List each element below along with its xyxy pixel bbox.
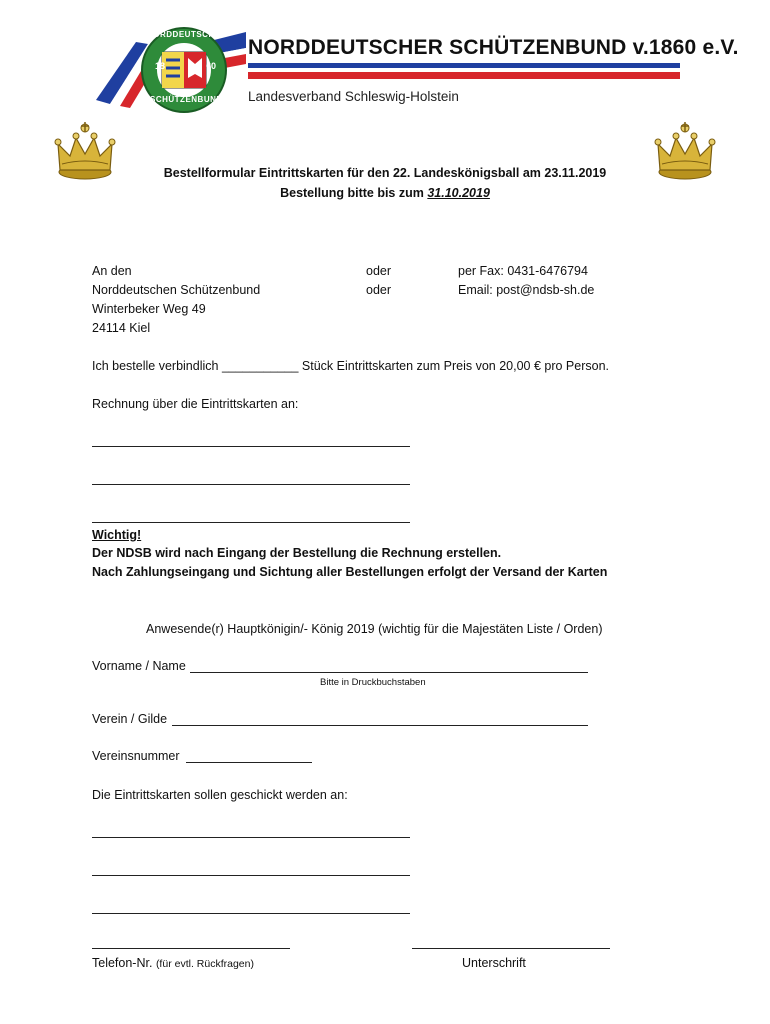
important-line-2: Nach Zahlungseingang und Sichtung aller Bestellungen erfolgt der Versand der Karten xyxy=(92,565,608,579)
club-input-line[interactable] xyxy=(172,725,588,726)
invoice-label: Rechnung über die Eintrittskarten an: xyxy=(92,397,299,411)
shipping-address-line[interactable] xyxy=(92,913,410,914)
order-line xyxy=(92,359,609,374)
shipping-address-line[interactable] xyxy=(92,875,410,876)
phone-hint: (für evtl. Rückfragen) xyxy=(155,958,254,970)
invoice-address-line[interactable] xyxy=(92,446,410,447)
order-text-before: Ich bestelle verbindlich xyxy=(92,359,219,373)
phone-input-line[interactable] xyxy=(92,948,290,949)
important-heading: Wichtig! xyxy=(92,528,142,542)
invoice-address-line[interactable] xyxy=(92,484,410,485)
shipping-address-line[interactable] xyxy=(92,837,410,838)
title-line-1: Bestellformular Eintrittskarten für den 22. Landeskönigsball am 23.11.2019 xyxy=(163,166,607,180)
signature-label: Unterschrift xyxy=(462,956,526,970)
or-label: oder xyxy=(366,264,392,278)
important-line-1: Der NDSB wird nach Eingang der Bestellung die Rechnung erstellen. xyxy=(92,546,502,560)
address-line: Winterbeker Weg 49 xyxy=(92,302,206,316)
organization-subtitle: Landesverband Schleswig-Holstein xyxy=(248,89,459,104)
flag-stripe-red xyxy=(248,72,680,79)
address-line: An den xyxy=(92,264,132,278)
deadline-prefix: Bestellung bitte bis zum xyxy=(280,186,428,200)
club-number-input-line[interactable] xyxy=(186,762,312,763)
form-title xyxy=(0,166,770,181)
email-contact: Email: post@ndsb-sh.de xyxy=(458,283,595,297)
name-input-line[interactable] xyxy=(190,672,588,673)
quantity-blank[interactable]: ___________ xyxy=(221,359,299,373)
name-label: Vorname / Name xyxy=(92,659,186,673)
fax-contact: per Fax: 0431-6476794 xyxy=(458,264,588,278)
logo-year-left: 18 xyxy=(155,61,166,71)
logo-year-right: 60 xyxy=(206,61,217,71)
address-line: 24114 Kiel xyxy=(92,321,151,335)
invoice-address-line[interactable] xyxy=(92,522,410,523)
phone-label-row xyxy=(92,956,254,972)
shipping-label: Die Eintrittskarten sollen geschickt werden an: xyxy=(92,788,348,802)
order-text-after: Stück Eintrittskarten zum Preis von 20,00 € pro Person. xyxy=(301,359,610,373)
address-line: Norddeutschen Schützenbund xyxy=(92,283,261,297)
club-label: Verein / Gilde xyxy=(92,712,168,726)
phone-label: Telefon-Nr. xyxy=(92,956,153,970)
logo-arc-bottom: SCHÜTZENBUND xyxy=(150,95,223,104)
royalty-label: Anwesende(r) Hauptkönigin/- König 2019 (wichtig für die Majestäten Liste / Orden) xyxy=(146,622,603,636)
deadline-date: 31.10.2019 xyxy=(427,186,490,200)
or-label: oder xyxy=(366,283,392,297)
organization-name: NORDDEUTSCHER SCHÜTZENBUND v.1860 e.V. xyxy=(248,36,739,59)
logo-arc-top: NORDDEUTSCHER xyxy=(147,30,227,39)
deadline-line xyxy=(0,186,770,201)
signature-input-line[interactable] xyxy=(412,948,610,949)
club-number-label: Vereinsnummer xyxy=(92,749,180,763)
name-hint: Bitte in Druckbuchstaben xyxy=(320,677,426,688)
